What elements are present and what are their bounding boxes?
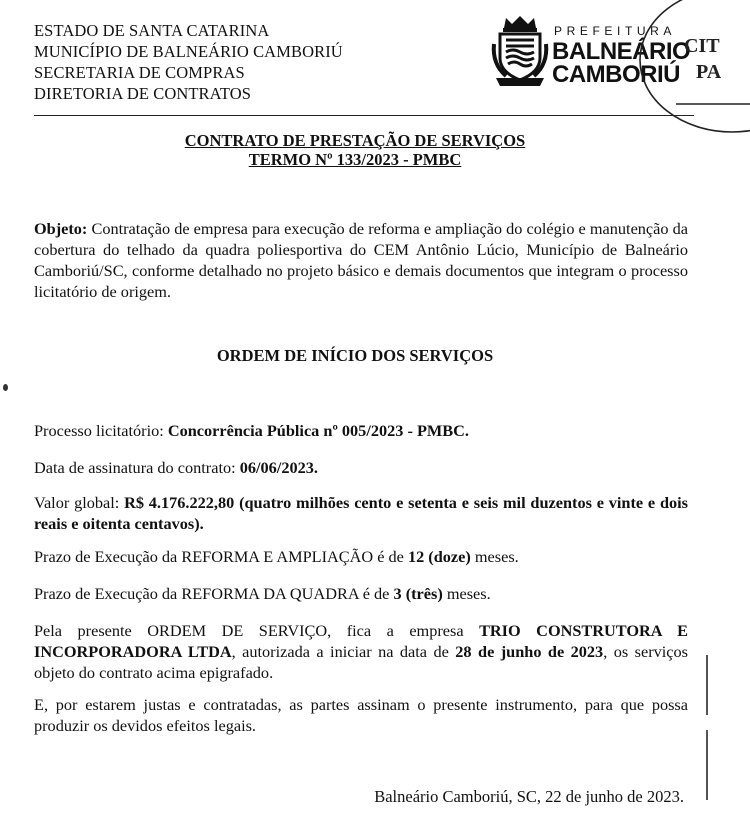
logo-city-line1: BALNEÁRIO (552, 38, 691, 65)
coat-of-arms-icon (492, 14, 548, 88)
bidding-process-line (34, 420, 688, 441)
renovation-term-line (34, 546, 688, 567)
bidding-process-value: Concorrência Pública nº 005/2023 - PMBC. (167, 421, 469, 440)
service-order-text-1: Pela presente ORDEM DE SERVIÇO, fica a empresa (34, 621, 480, 640)
contract-title: CONTRATO DE PRESTAÇÃO DE SERVIÇOS (184, 131, 526, 150)
bidding-process-label: Processo licitatório: (34, 421, 168, 440)
start-date: 28 de junho de 2023 (455, 642, 604, 661)
object-paragraph (34, 218, 688, 302)
header-state: ESTADO DE SANTA CATARINA (34, 21, 270, 40)
renovation-term-suffix: meses. (470, 547, 519, 566)
renovation-term-value: 12 (doze) (407, 547, 471, 566)
court-term-line (34, 583, 688, 604)
stamp-text-side: PA (696, 61, 722, 83)
scan-edge-mark (706, 730, 708, 800)
court-term-suffix: meses. (442, 584, 491, 603)
scan-speck (3, 384, 8, 391)
stamp-text-top: CIT (684, 35, 720, 57)
service-order-text-2: , autorizada a iniciar na data de (231, 642, 456, 661)
service-order-paragraph (34, 620, 688, 683)
court-term-value: 3 (três) (393, 584, 443, 603)
signature-date-label: Data de assinatura do contrato: (34, 458, 240, 477)
header-municipality: MUNICÍPIO DE BALNEÁRIO CAMBORIÚ (34, 42, 343, 61)
object-label: Objeto: (34, 219, 88, 238)
place-and-date: Balneário Camboriú, SC, 22 de junho de 2023. (374, 787, 684, 806)
closing-paragraph: E, por estarem justas e contratadas, as partes assinam o presente instrumento, para que possa produzir os devidos efeitos legais. (34, 695, 688, 735)
signature-date-value: 06/06/2023. (239, 458, 318, 477)
logo-prefeitura: PREFEITURA (554, 24, 677, 38)
logo-city-line2: CAMBORIÚ (552, 61, 680, 88)
signature-date-line (34, 457, 688, 478)
header-secretariat: SECRETARIA DE COMPRAS (34, 63, 245, 82)
court-term-label: Prazo de Execução da REFORMA DA QUADRA é de (34, 584, 394, 603)
letterhead (34, 20, 343, 104)
service-order-text-3: , os serviços objeto do contrato acima epigrafado. (34, 642, 688, 682)
section-title: ORDEM DE INÍCIO DOS SERVIÇOS (216, 346, 494, 365)
scan-edge-mark (706, 655, 708, 715)
renovation-term-label: Prazo de Execução da REFORMA E AMPLIAÇÃO é de (34, 547, 408, 566)
global-value-label: Valor global: (34, 493, 125, 512)
object-text: Contratação de empresa para execução de reforma e ampliação do colégio e manutenção da cobertura do telhado da quadra poliesportiva do CEM Antônio Lúcio, Município de Balneário Camboriú/SC, conforme detalhado no projeto básico e demais documentos que integram o processo licitatório de origem. (34, 219, 688, 301)
contract-term-number: TERMO Nº 133/2023 - PMBC (248, 150, 462, 169)
header-divider (34, 115, 694, 116)
global-value-line (34, 492, 688, 534)
global-value-amount: R$ 4.176.222,80 (quatro milhões cento e setenta e seis mil duzentos e vinte e dois reais e oitenta centavos). (34, 493, 688, 533)
header-directorate: DIRETORIA DE CONTRATOS (34, 84, 252, 103)
stamp-mark (640, 0, 750, 140)
company-name: TRIO CONSTRUTORA E INCORPORADORA LTDA (34, 621, 688, 661)
